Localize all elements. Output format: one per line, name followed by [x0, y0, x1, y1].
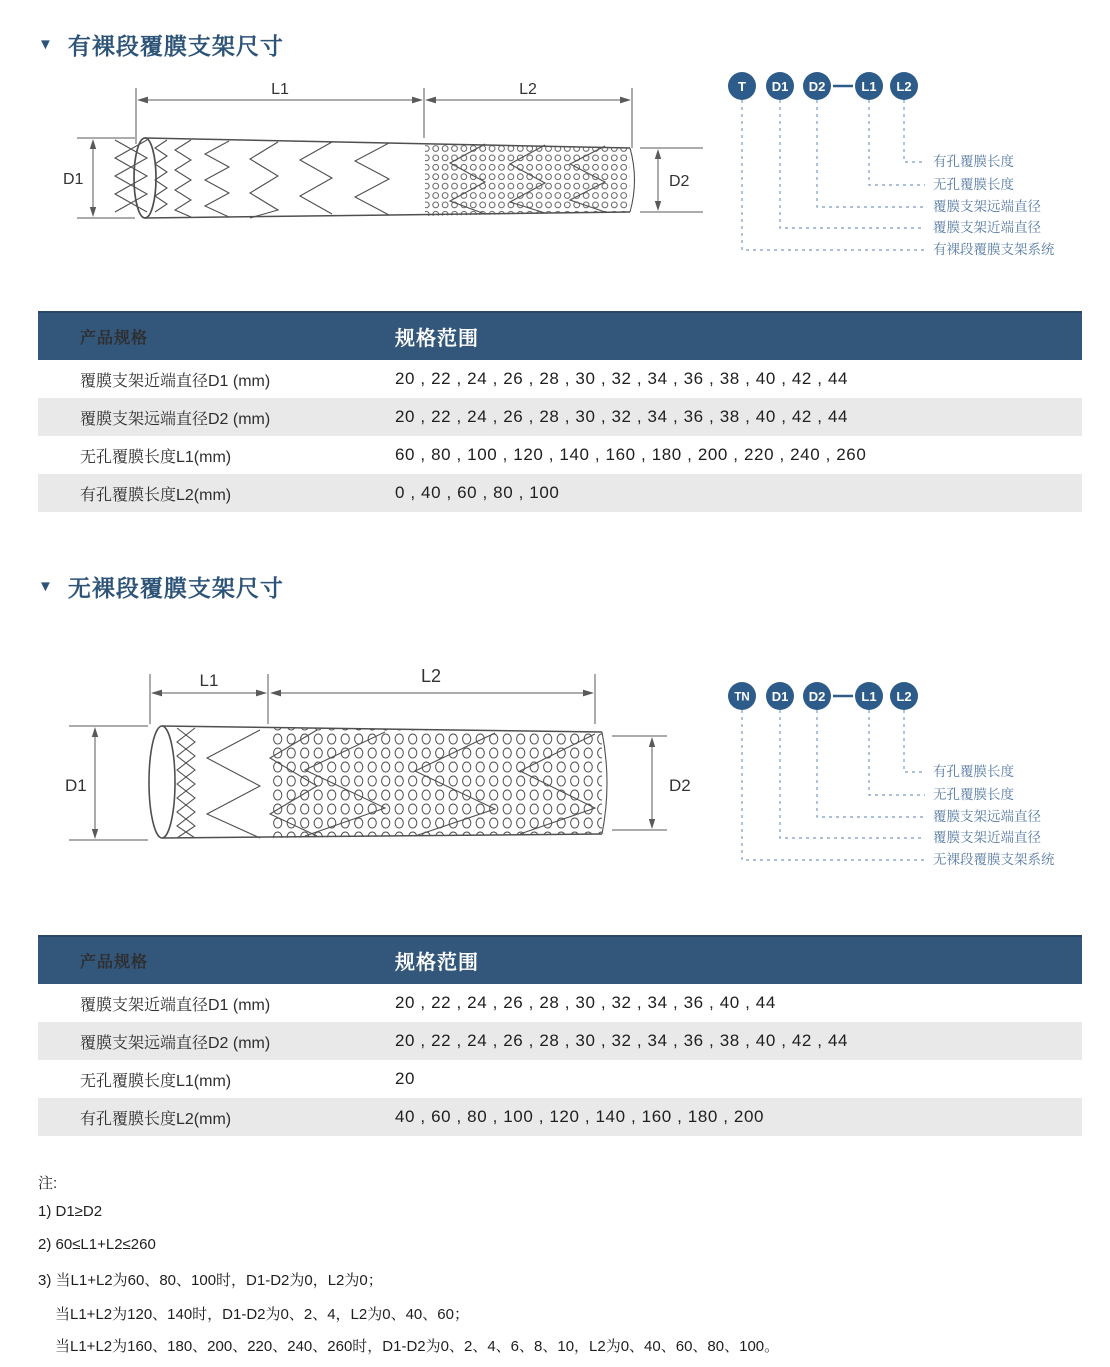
note-item-continuation: 当L1+L2为120、140时，D1-D2为0、2、4，L2为0、40、60；	[55, 1306, 469, 1323]
stent-diagram-bare-segment	[55, 78, 715, 263]
dim-label-l1: L1	[271, 81, 289, 98]
row-label: 无孔覆膜长度L1(mm)	[80, 1072, 232, 1090]
callout-labels	[933, 763, 1055, 867]
badge-l1: L1	[861, 79, 877, 94]
dim-label-l2: L2	[420, 666, 442, 686]
badge-l2: L2	[896, 689, 912, 704]
note-item: 3) 当L1+L2为60、80、100时，D1-D2为0，L2为0；	[38, 1272, 383, 1289]
dim-label-d1: D1	[63, 171, 84, 188]
model-code-diagram-1	[727, 66, 1077, 266]
table-row	[38, 436, 1082, 474]
stent-diagram-no-bare-segment	[55, 648, 715, 873]
note-item: 2) 60≤L1+L2≤260	[38, 1236, 156, 1253]
spec-table-2	[38, 935, 1082, 1136]
table1-header-col2: 规格范围	[395, 328, 479, 350]
dim-label-d1: D1	[65, 776, 87, 795]
table-row	[38, 1060, 1082, 1098]
table-row	[38, 360, 1082, 398]
row-label: 有孔覆膜长度L2(mm)	[80, 1110, 232, 1128]
dim-label-d2: D2	[669, 776, 691, 795]
callout-d1: 覆膜支架近端直径	[933, 220, 1041, 235]
dim-label-l2: L2	[519, 81, 537, 98]
table2-header-col2: 规格范围	[395, 952, 479, 974]
table2-header	[38, 935, 1082, 984]
note-item: 1) D1≥D2	[38, 1203, 103, 1220]
dim-label-l1: L1	[199, 671, 219, 690]
row-value: 20	[395, 1069, 416, 1088]
badge-d2: D2	[808, 689, 826, 704]
section1-title	[38, 28, 284, 61]
row-value: 0 , 40 , 60 , 80 , 100	[395, 483, 560, 502]
row-value: 60 , 80 , 100 , 120 , 140 , 160 , 180 , 200 , 220 , 240 , 260	[395, 445, 867, 464]
spec-table-1	[38, 311, 1082, 512]
table-row	[38, 474, 1082, 512]
callout-lines	[742, 710, 925, 860]
dim-label-d2: D2	[669, 173, 690, 190]
row-label: 覆膜支架远端直径D2 (mm)	[80, 1034, 271, 1052]
callout-d1: 覆膜支架近端直径	[933, 830, 1041, 845]
callout-labels	[933, 153, 1055, 257]
table-row	[38, 398, 1082, 436]
row-value: 20 , 22 , 24 , 26 , 28 , 30 , 32 , 34 , 36 , 40 , 44	[395, 993, 776, 1012]
model-code-diagram-2	[727, 676, 1077, 876]
note-item-continuation: 当L1+L2为160、180、200、220、240、260时，D1-D2为0、2、4、6、8、10，L2为0、40、60、80、100。	[55, 1338, 780, 1355]
code-badges	[728, 682, 918, 710]
callout-d2: 覆膜支架远端直径	[933, 199, 1041, 214]
callout-d2: 覆膜支架远端直径	[933, 809, 1041, 824]
row-value: 20 , 22 , 24 , 26 , 28 , 30 , 32 , 34 , 36 , 38 , 40 , 42 , 44	[395, 1031, 849, 1050]
badge-l1: L1	[861, 689, 877, 704]
callout-lines	[742, 100, 925, 250]
triangle-marker-icon: ▼	[38, 578, 54, 595]
section2-title	[38, 570, 284, 603]
stent-body	[115, 138, 635, 218]
badge-d1: D1	[771, 79, 789, 94]
row-value: 20 , 22 , 24 , 26 , 28 , 30 , 32 , 34 , 36 , 38 , 40 , 42 , 44	[395, 407, 849, 426]
stent-body	[149, 726, 607, 838]
table2-header-col1: 产品规格	[80, 954, 149, 971]
row-label: 无孔覆膜长度L1(mm)	[80, 448, 232, 466]
notes-heading: 注:	[38, 1175, 58, 1192]
table-row	[38, 1022, 1082, 1060]
section1-title-text: 有裸段覆膜支架尺寸	[67, 33, 284, 59]
table1-header	[38, 311, 1082, 360]
table1-header-col1: 产品规格	[80, 330, 149, 347]
callout-l2: 有孔覆膜长度	[933, 154, 1014, 169]
callout-l1: 无孔覆膜长度	[933, 787, 1014, 802]
row-value: 20 , 22 , 24 , 26 , 28 , 30 , 32 , 34 , 36 , 38 , 40 , 42 , 44	[395, 369, 849, 388]
row-label: 覆膜支架远端直径D2 (mm)	[80, 410, 271, 428]
badge-l2: L2	[896, 79, 912, 94]
section2-title-text: 无裸段覆膜支架尺寸	[67, 575, 284, 601]
triangle-marker-icon: ▼	[38, 36, 54, 53]
row-label: 覆膜支架近端直径D1 (mm)	[80, 996, 271, 1014]
callout-system: 无裸段覆膜支架系统	[933, 852, 1055, 867]
code-badges	[728, 72, 918, 100]
row-label: 覆膜支架近端直径D1 (mm)	[80, 372, 271, 390]
table-row	[38, 1098, 1082, 1136]
badge-tn: TN	[734, 691, 750, 704]
row-label: 有孔覆膜长度L2(mm)	[80, 486, 232, 504]
callout-l1: 无孔覆膜长度	[933, 177, 1014, 192]
badge-t: T	[738, 79, 746, 94]
row-value: 40 , 60 , 80 , 100 , 120 , 140 , 160 , 180 , 200	[395, 1107, 765, 1126]
table-row	[38, 984, 1082, 1022]
badge-d1: D1	[771, 689, 789, 704]
badge-d2: D2	[808, 79, 826, 94]
callout-l2: 有孔覆膜长度	[933, 764, 1014, 779]
notes-block	[38, 1172, 779, 1367]
callout-system: 有裸段覆膜支架系统	[933, 242, 1055, 257]
